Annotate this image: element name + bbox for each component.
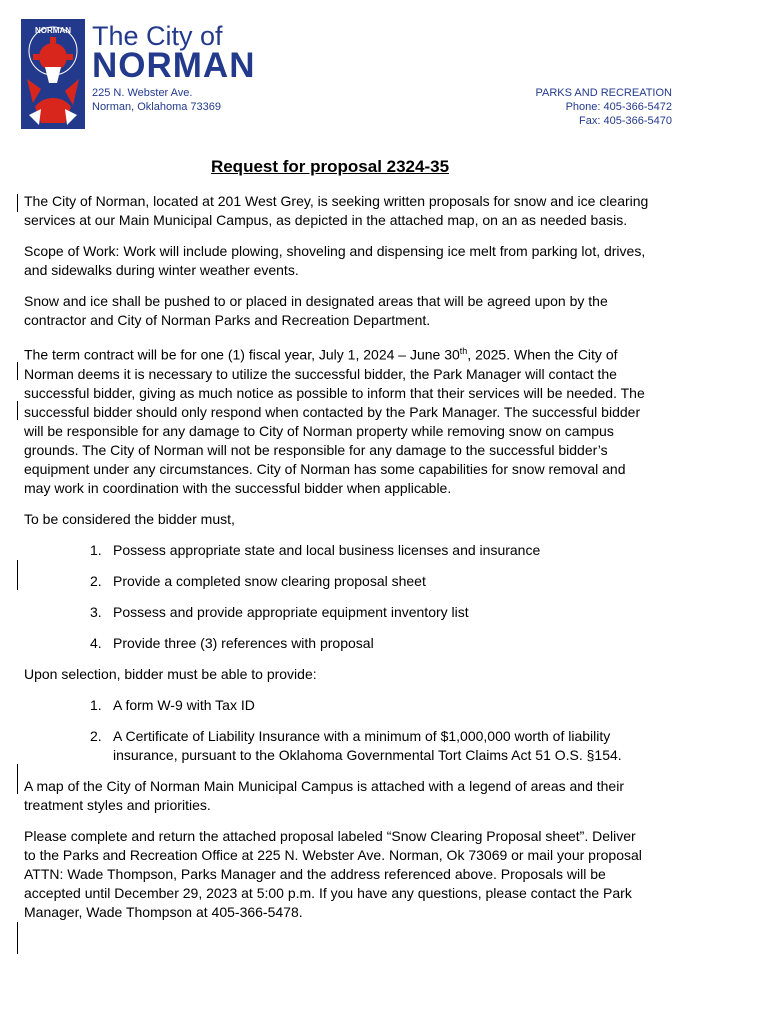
requirements-intro: To be considered the bidder must, [24,510,235,527]
city-address [92,86,221,114]
list-number: 3. [90,603,102,620]
intro-paragraph: The City of Norman, located at 201 West Grey, is seeking written proposals for snow and ice clearing services at our Main Municipal Campus, as depicted in the attached map, on an as needed basis. [24,193,649,228]
list-number: 4. [90,634,102,651]
department-contact [535,86,672,128]
list-item-text: Possess appropriate state and local business licenses and insurance [113,541,541,558]
scope-paragraph: Scope of Work: Work will include plowing, shoveling and dispensing ice melt from parking lot, drives, and sidewalks during winter weather events. [24,243,646,278]
list-item [24,541,650,560]
list-item-text: Possess and provide appropriate equipment inventory list [113,603,469,620]
list-item [24,727,650,765]
list-item [24,572,650,591]
department-name: PARKS AND RECREATION [535,87,672,99]
revision-marker [17,401,18,420]
list-item [24,603,650,622]
list-number: 1. [90,696,102,713]
city-seal-logo [21,19,85,129]
revision-marker [17,194,18,212]
term-superscript: th [459,346,468,356]
list-number: 1. [90,541,102,558]
term-text-a: The term contract will be for one (1) fiscal year, July 1, 2024 – June 30 [24,346,460,363]
address-line-2: Norman, Oklahoma 73369 [92,101,222,113]
list-item-text: A Certificate of Liability Insurance with a minimum of $1,000,000 worth of liability insurance, pursuant to the Oklahoma Governmental Tort Claims Act 51 O.S. §154. [113,727,622,763]
term-paragraph [24,342,650,498]
selection-list [24,696,650,765]
revision-marker [17,560,18,590]
revision-marker [17,764,18,794]
requirements-list [24,541,650,653]
term-text-b: , 2025. When the City of Norman deems it is necessary to utilize the successful bidder, the Park Manager will contact the successful bidder, giving as much notice as possible to inform that their services will be needed. The successful bidder should only respond when contacted by the Park Manager. The successful bidder will be responsible for any damage to City of Norman property while removing snow on campus grounds. The City of Norman will not be responsible for any damage to the successful bidder’s equipment under any circumstances. City of Norman has some capabilities for snow removal and may work in coordination with the successful bidder when applicable. [24,346,645,496]
list-item-text: Provide three (3) references with proposal [113,634,374,651]
snow-placement-paragraph: Snow and ice shall be pushed to or placed in designated areas that will be agreed upon by the contractor and City of Norman Parks and Recreation Department. [24,293,608,328]
city-of-text: The City of [92,21,223,51]
department-phone: Phone: 405-366-5472 [565,101,672,113]
city-name-block [92,21,256,85]
list-item [24,634,650,653]
revision-marker [17,362,18,380]
document-body [24,192,650,934]
list-number: 2. [90,727,102,744]
norman-wordmark: NORMAN [92,46,256,85]
department-fax: Fax: 405-366-5470 [579,115,672,127]
list-item [24,696,650,715]
address-line-1: 225 N. Webster Ave. [92,87,193,99]
list-item-text: A form W-9 with Tax ID [113,696,255,713]
document-title: Request for proposal 2324-35 [210,157,450,176]
map-paragraph: A map of the City of Norman Main Municipal Campus is attached with a legend of areas and their treatment styles and priorities. [24,777,624,813]
logo-ring-text: NORMAN [35,26,71,35]
list-number: 2. [90,572,102,589]
selection-intro: Upon selection, bidder must be able to provide: [24,665,317,682]
list-item-text: Provide a completed snow clearing proposal sheet [113,572,426,589]
submission-paragraph: Please complete and return the attached proposal labeled “Snow Clearing Proposal sheet”. Deliver to the Parks and Recreation Office at 225 N. Webster Ave. Norman, Ok 73069 or mail your proposal ATTN: Wade Thompson, Parks Manager and the address referenced above. Proposals will be accepted until December 29, 2023 at 5:00 p.m. If you have any questions, please contact the Park Manager, Wade Thompson at 405-366-5478. [24,827,642,920]
revision-marker [17,922,18,954]
